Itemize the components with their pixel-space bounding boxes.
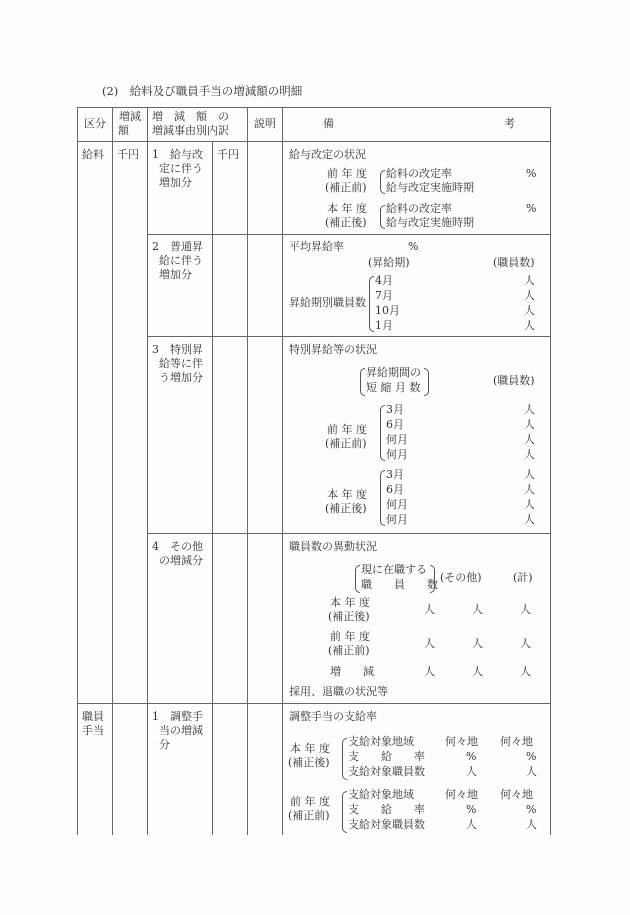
brace-icon [369, 276, 374, 332]
kubun-teate-2: 手当 [82, 724, 104, 737]
kubun-kyuryo: 給料 [82, 148, 104, 161]
brace-icon [380, 170, 385, 194]
section-title: (2) 給料及び職員手当の増減額の明細 [102, 84, 303, 98]
brace-icon [380, 405, 385, 461]
bracket-right-icon [424, 368, 429, 396]
brace-icon [342, 791, 347, 833]
kubun-teate-1: 職員 [82, 710, 104, 723]
zougen-unit-kyuryo: 千円 [117, 148, 139, 161]
brace-icon [342, 738, 347, 780]
header-uchiwake-1: 増 減 額 の [152, 110, 229, 123]
brace-icon [380, 470, 385, 526]
header-setsumei: 説明 [254, 117, 276, 130]
bracket-left-icon [360, 368, 365, 396]
brace-icon [380, 205, 385, 229]
header-biko-2: 考 [504, 117, 515, 130]
header-zougen-2: 額 [118, 124, 129, 137]
header-zougen-1: 増減 [119, 110, 141, 123]
header-kubun: 区分 [84, 117, 106, 130]
item-kaitei-unit: 千円 [217, 148, 239, 161]
bracket-right-icon [430, 565, 435, 593]
header-uchiwake-2: 増減事由別内訳 [152, 124, 229, 137]
bracket-left-icon [355, 565, 360, 593]
header-biko-1: 備 [323, 117, 334, 130]
